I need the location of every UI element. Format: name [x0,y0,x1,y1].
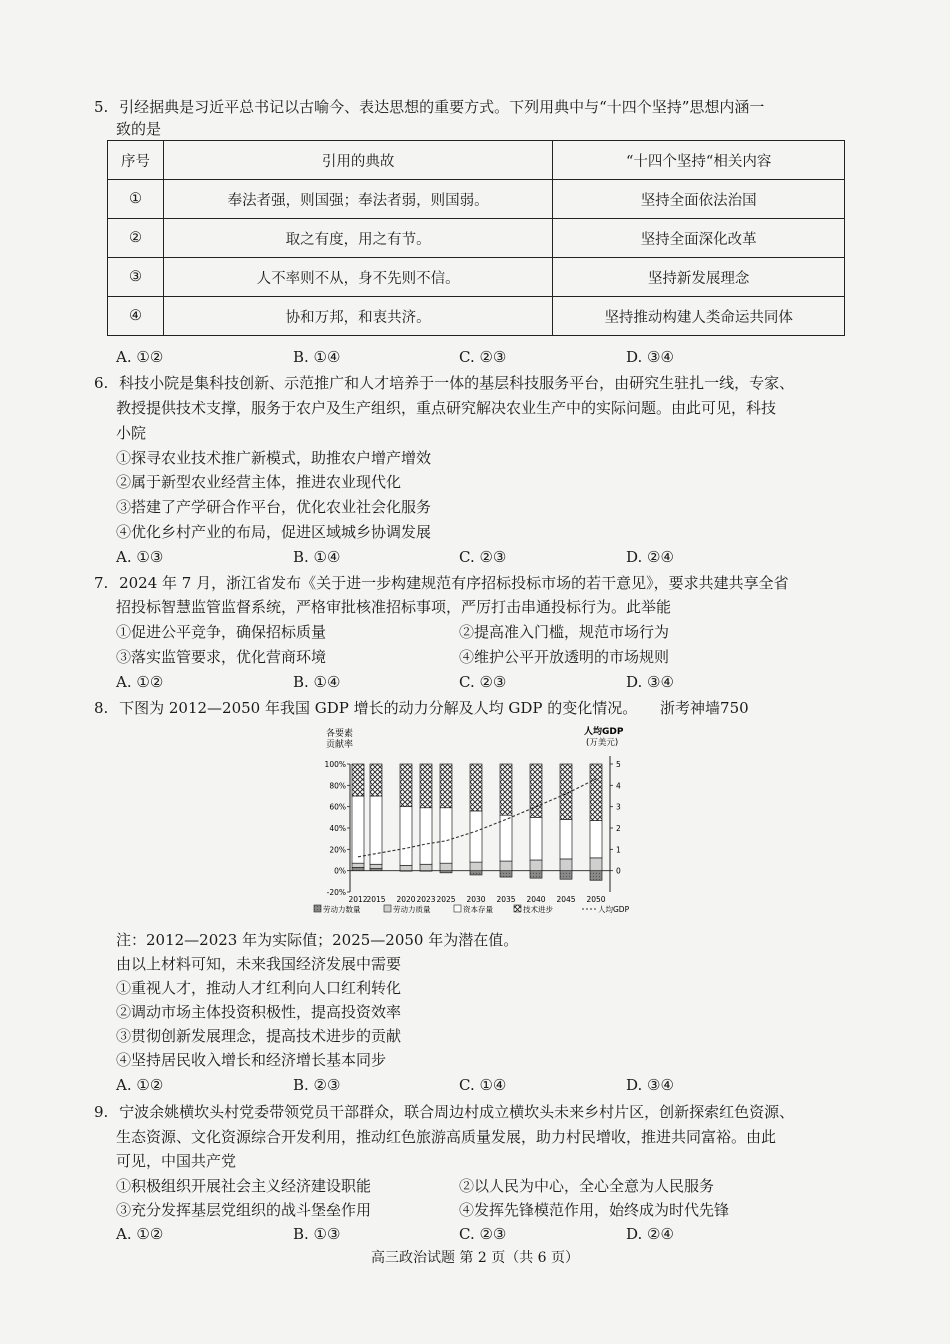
bar-segment-资本存量 [352,796,364,863]
x-tick-label: 2012 [348,895,368,904]
table-row [108,297,845,336]
q9-option-d[interactable]: D. ②④ [626,1225,674,1243]
table-header-cell: 序号 [108,141,164,180]
table-row [108,180,845,219]
bar-segment-劳动力质量 [500,861,512,871]
q7-item-1: ①促进公平竞争，确保招标质量 [116,623,327,641]
bar-segment-技术进步 [560,764,572,819]
q7-option-a[interactable]: A. ①② [116,673,164,691]
q8-option-a[interactable]: A. ①② [116,1076,164,1094]
q7-stem-line1 [94,572,789,594]
x-tick-label: 2025 [436,895,456,904]
table-cell: 坚持新发展理念 [553,258,845,297]
q8-option-d[interactable]: D. ③④ [626,1076,674,1094]
bar-segment-技术进步 [400,764,412,807]
q8-item-1: ①重视人才，推动人才红利向人口红利转化 [116,979,402,997]
bar-segment-技术进步 [420,764,432,808]
q7-option-c[interactable]: C. ②③ [459,673,507,691]
bar-segment-资本存量 [370,796,382,864]
y2-tick-label: 1 [616,845,621,855]
q9-item-4: ④发挥先锋模范作用，始终成为时代先锋 [459,1201,730,1219]
table-cell: ④ [108,297,164,336]
legend-swatch [514,905,521,912]
bar-segment-技术进步 [352,764,364,796]
q5-stem-line1 [94,96,764,118]
table-cell: 取之有度，用之有节。 [163,219,552,258]
q5-option-b[interactable]: B. ①④ [293,348,341,366]
bar-segment-劳动力质量 [440,863,452,870]
y-tick-label: 60% [329,802,346,812]
q8-question: 由以上材料可知，未来我国经济发展中需要 [116,955,402,973]
q6-option-b[interactable]: B. ①④ [293,548,341,566]
q6-item-2: ②属于新型农业经营主体，推进农业现代化 [116,473,402,491]
q6-item-1: ①探寻农业技术推广新模式，助推农户增产增效 [116,449,432,467]
q8-stem [94,697,749,719]
q8-note: 注：2012—2023 年为实际值；2025—2050 年为潜在值。 [116,931,519,949]
chart-x-labels [348,895,605,904]
table-header-cell: “十四个坚持“相关内容 [553,141,845,180]
bar-segment-劳动力质量 [560,859,572,871]
q6-number: 6. [94,374,109,392]
q5-option-c[interactable]: C. ②③ [459,348,507,366]
q6-item-4: ④优化乡村产业的布局，促进区域城乡协调发展 [116,523,432,541]
q5-stem-line2: 致的是 [116,120,162,138]
right-axis-title-1: 人均GDP [584,727,624,737]
q7-number: 7. [94,574,109,592]
bar-segment-劳动力质量 [420,864,432,870]
bar-segment-技术进步 [500,764,512,815]
q5-number: 5. [94,98,109,116]
bar-segment-资本存量 [420,808,432,865]
bar-segment-劳动力数量 [590,871,602,881]
x-tick-label: 2035 [496,895,516,904]
table-cell: ① [108,180,164,219]
q5-option-a[interactable]: A. ①② [116,348,164,366]
legend-label: 技术进步 [523,905,553,914]
bar-segment-资本存量 [500,815,512,861]
table-cell: 奉法者强，则国强；奉法者弱，则国弱。 [163,180,552,219]
bar-segment-技术进步 [370,764,382,796]
q9-option-a[interactable]: A. ①② [116,1225,164,1243]
bar-segment-资本存量 [560,819,572,858]
legend-label: 劳动力数量 [323,905,361,914]
page-footer: 高三政治试题 第 2 页（共 6 页） [370,1250,580,1266]
q7-option-d[interactable]: D. ③④ [626,673,674,691]
q6-item-3: ③搭建了产学研合作平台，优化农业社会化服务 [116,498,432,516]
bar-segment-技术进步 [590,764,602,821]
right-axis-title-2: (万美元) [586,738,619,748]
x-tick-label: 2015 [366,895,386,904]
q9-stem-line2: 生态资源、文化资源综合开发利用，推动红色旅游高质量发展，助力村民增收，推进共同富裕。由此 [116,1128,777,1146]
x-tick-label: 2040 [526,895,546,904]
table-cell: 坚持推动构建人类命运共同体 [553,297,845,336]
bar-segment-劳动力质量 [400,865,412,870]
legend-swatch [314,905,321,912]
q8-item-2: ②调动市场主体投资积极性，提高投资效率 [116,1003,402,1021]
legend-label: 劳动力质量 [393,905,431,914]
q5-table [107,140,845,336]
q5-option-d[interactable]: D. ③④ [626,348,674,366]
q7-stem-text: 2024 年 7 月，浙江省发布《关于进一步构建规范有序招标投标市场的若干意见》，要求共建共享全省 [119,574,789,592]
bar-segment-劳动力质量 [370,864,382,868]
table-header-cell: 引用的典故 [163,141,552,180]
q6-stem-line1 [94,372,794,394]
q6-stem-text: 科技小院是集科技创新、示范推广和人才培养于一体的基层科技服务平台，由研究生驻扎一线，专家、 [119,374,795,392]
y-tick-label: 100% [324,760,346,769]
y2-tick-label: 5 [616,760,621,769]
bar-segment-劳动力质量 [590,858,602,871]
bar-segment-资本存量 [440,808,452,863]
x-tick-label: 2050 [586,895,606,904]
q5-table-header [108,141,845,180]
bar-segment-劳动力数量 [530,871,542,878]
q7-item-3: ③落实监管要求，优化营商环境 [116,648,327,666]
q6-option-a[interactable]: A. ①③ [116,548,164,566]
q7-stem-line2: 招投标智慧监管监督系统，严格审批核准招标事项，严厉打击串通投标行为。此举能 [116,598,672,616]
legend-label: 资本存量 [463,905,493,914]
gdp-chart [310,722,650,926]
table-row [108,258,845,297]
q9-item-2: ②以人民为中心，全心全意为人民服务 [459,1177,715,1195]
table-cell: 协和万邦，和衷共济。 [163,297,552,336]
y-tick-label: 0% [334,866,346,876]
table-cell: ② [108,219,164,258]
q9-number: 9. [94,1103,109,1121]
y-tick-label: 40% [329,824,346,833]
q8-stem-tag: 浙考神墙750 [660,699,749,717]
legend-swatch [384,905,391,912]
q8-item-3: ③贯彻创新发展理念，提高技术进步的贡献 [116,1027,402,1045]
x-tick-label: 2023 [416,895,436,904]
q6-stem-line3: 小院 [116,424,147,442]
table-cell: ③ [108,258,164,297]
y2-tick-label: 2 [616,824,621,833]
bar-segment-技术进步 [470,764,482,811]
q6-option-d[interactable]: D. ②④ [626,548,674,566]
y2-tick-label: 3 [616,802,621,812]
x-tick-label: 2030 [466,895,486,904]
q9-item-3: ③充分发挥基层党组织的战斗堡垒作用 [116,1201,372,1219]
gdp-chart-svg [310,722,650,922]
bar-segment-劳动力质量 [352,863,364,867]
bar-segment-资本存量 [530,817,542,860]
y2-tick-label: 4 [616,781,621,791]
legend-swatch [454,905,461,912]
q9-stem-line3: 可见，中国共产党 [116,1152,237,1170]
legend-label: 人均GDP [598,905,630,914]
bar-segment-资本存量 [470,811,482,862]
x-tick-label: 2045 [556,895,576,904]
y-tick-label: 80% [329,781,346,791]
bar-segment-劳动力数量 [470,871,482,875]
q8-stem-text: 下图为 2012—2050 年我国 GDP 增长的动力分解及人均 GDP 的变化情况。 [119,699,638,717]
bar-segment-劳动力质量 [530,860,542,871]
q7-option-b[interactable]: B. ①④ [293,673,341,691]
bar-segment-资本存量 [590,821,602,858]
chart-bars [352,764,602,880]
bar-segment-劳动力数量 [560,871,572,880]
q9-stem-line1 [94,1101,794,1123]
y2-tick-label: 0 [616,866,621,876]
bar-segment-资本存量 [400,807,412,866]
bar-segment-劳动力数量 [352,867,364,870]
q8-number: 8. [94,699,109,717]
table-cell: 坚持全面依法治国 [553,180,845,219]
left-axis-title-1: 各要素 [326,729,354,739]
q8-option-b[interactable]: B. ②③ [293,1076,341,1094]
left-axis-title-2: 贡献率 [326,740,354,750]
q6-option-c[interactable]: C. ②③ [459,548,507,566]
table-cell: 人不率则不从，身不先则不信。 [163,258,552,297]
bar-segment-技术进步 [530,764,542,817]
q9-item-1: ①积极组织开展社会主义经济建设职能 [116,1177,372,1195]
table-row [108,219,845,258]
q5-stem-text: 引经据典是习近平总书记以古喻今、表达思想的重要方式。下列用典中与“十四个坚持”思想内涵一 [119,98,765,116]
q9-option-c[interactable]: C. ②③ [459,1225,507,1243]
q7-item-4: ④维护公平开放透明的市场规则 [459,648,670,666]
x-tick-label: 2020 [396,895,416,904]
q7-item-2: ②提高准入门槛，规范市场行为 [459,623,670,641]
table-cell: 坚持全面深化改革 [553,219,845,258]
q6-stem-line2: 教授提供技术支撑，服务于农户及生产组织，重点研究解决农业生产中的实际问题。由此可见，科技 [116,399,777,417]
bar-segment-劳动力质量 [470,862,482,871]
q9-option-b[interactable]: B. ①③ [293,1225,341,1243]
y-tick-label: 20% [329,845,346,855]
bar-segment-技术进步 [440,764,452,808]
chart-legend [314,904,630,914]
q8-option-c[interactable]: C. ①④ [459,1076,507,1094]
q8-item-4: ④坚持居民收入增长和经济增长基本同步 [116,1051,387,1069]
y-tick-label: -20% [326,888,346,897]
bar-segment-劳动力数量 [500,871,512,877]
q9-stem-text: 宁波余姚横坎头村党委带领党员干部群众，联合周边村成立横坎头未来乡村片区，创新探索红色资源、 [119,1103,795,1121]
